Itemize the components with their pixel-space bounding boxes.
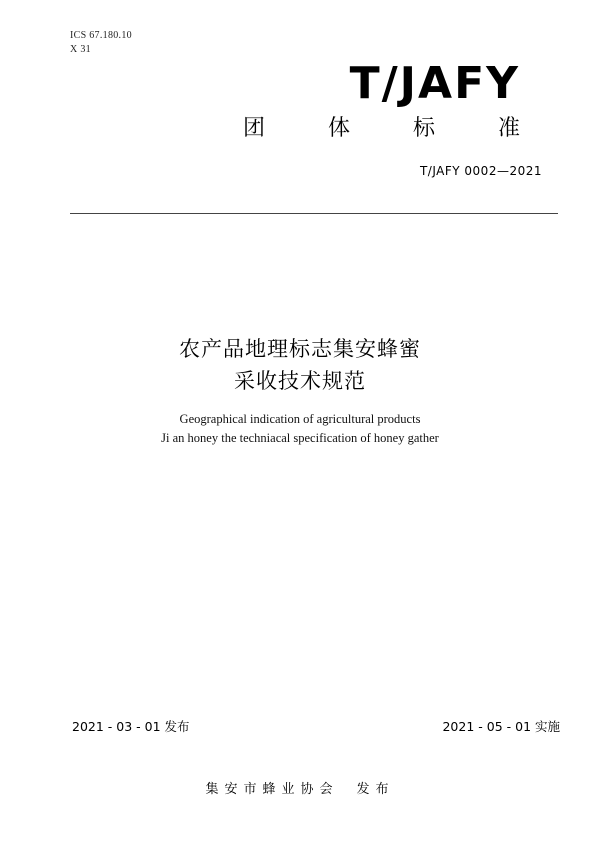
title-cn-line2: 采收技术规范 bbox=[234, 369, 366, 393]
publisher-org: 集安市蜂业协会 bbox=[205, 782, 339, 797]
publisher-label: 发布 bbox=[356, 782, 395, 797]
ics-code: ICS 67.180.10 bbox=[70, 30, 132, 41]
standard-type: 团 体 标 准 bbox=[243, 116, 548, 141]
title-en-line2: Ji an honey the techniacal specification of honey gather bbox=[161, 431, 439, 445]
implementation-date: 2021 - 05 - 01 实施 bbox=[442, 719, 560, 734]
title-cn-line1: 农产品地理标志集安蜂蜜 bbox=[179, 337, 421, 361]
standard-brand: T/JAFY bbox=[349, 58, 520, 109]
classification-code: X 31 bbox=[70, 44, 91, 55]
title-en-line1: Geographical indication of agricultural products bbox=[179, 412, 421, 426]
header-divider bbox=[70, 213, 558, 214]
publisher-line bbox=[0, 778, 600, 797]
standard-number: T/JAFY 0002—2021 bbox=[419, 164, 542, 178]
issue-date: 2021 - 03 - 01 发布 bbox=[72, 719, 190, 734]
